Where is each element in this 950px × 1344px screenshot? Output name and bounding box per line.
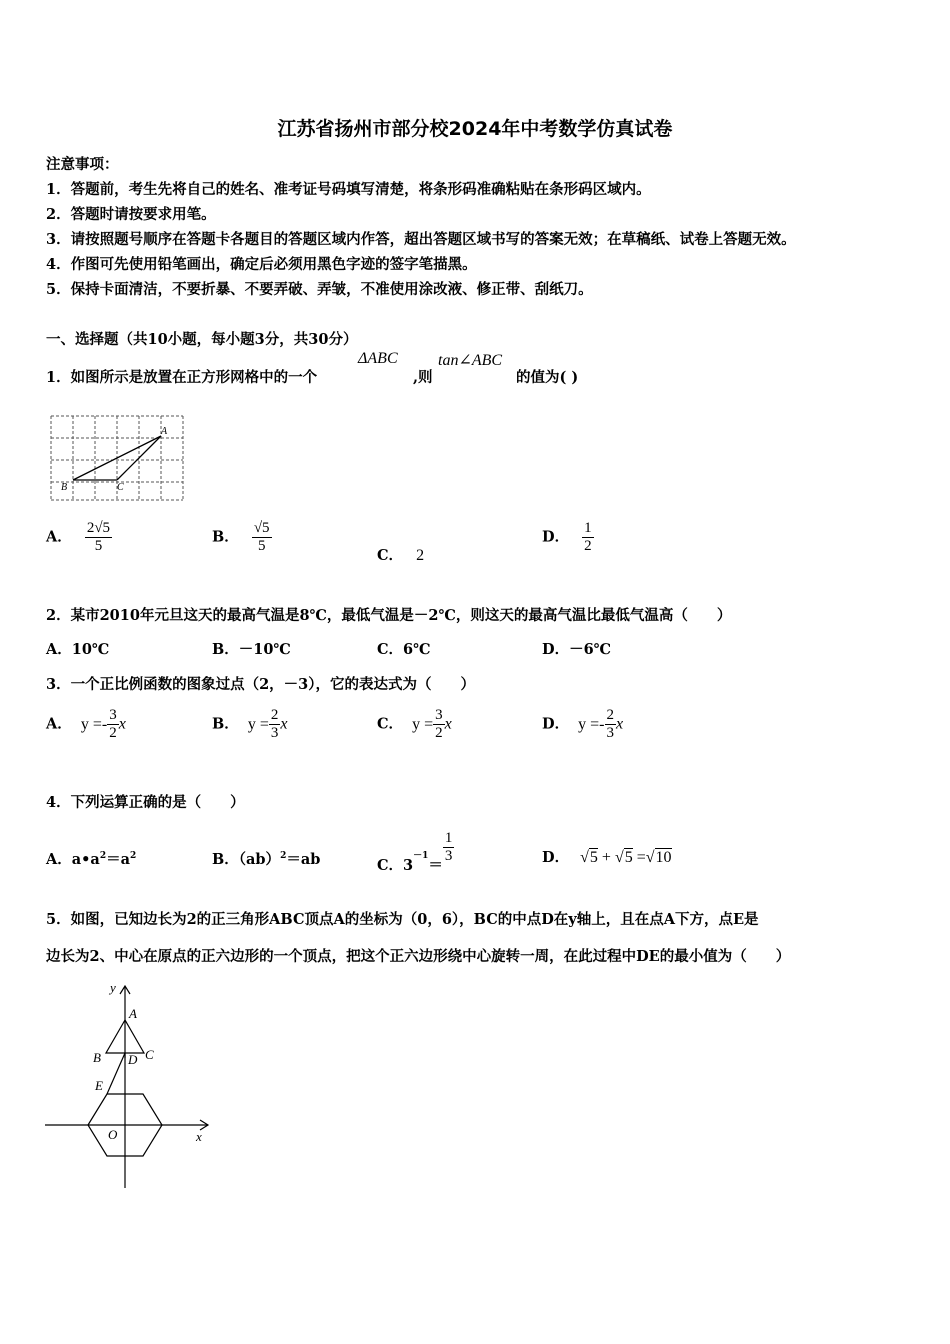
q2-option-d[interactable]: D．－6℃ [542,641,612,658]
q5-label-a: A [129,1006,137,1021]
radicand: 5 [624,849,633,866]
expression: （ab） [238,851,281,868]
variable: x [118,715,126,733]
q1-option-b[interactable] [212,520,272,555]
q5-label-b: B [93,1050,101,1065]
option-letter: D． [542,715,570,733]
q3-option-d[interactable] [542,707,623,742]
q5-label-y: y [110,980,116,995]
fraction [433,707,445,742]
expression-lhs: y =- [578,715,605,733]
q1-stem-post: 的值为( ) [516,369,579,386]
option-letter: A． [46,715,72,733]
notice-item: 3．请按照题号顺序在答题卡各题目的答题区域内作答，超出答题区域书写的答案无效；在草稿纸、试卷上答题无效。 [46,231,796,248]
q1-label-c: C [117,482,124,493]
q1-label-b: B [61,482,68,493]
notice-item: 4．作图可先使用铅笔画出，确定后必须用黑色字迹的签字笔描黑。 [46,256,477,273]
q1-triangle-symbol: ΔABC [358,350,398,367]
fraction-denominator: 3 [606,725,614,741]
q5-label-x: x [196,1129,202,1144]
fraction-denominator: 3 [444,848,453,864]
option-letter: A． [46,528,72,546]
q1-stem-pre: 1．如图所示是放置在正方形网格中的一个 [46,369,318,386]
expression-lhs: y = [247,715,269,733]
page-title: 江苏省扬州市部分校2024年中考数学仿真试卷 [277,118,673,140]
q5-label-o: O [108,1127,118,1142]
notice-heading: 注意事项： [46,156,119,173]
q5-label-d: D [128,1052,138,1067]
q3-option-c[interactable] [377,707,452,742]
fraction-numerator: 2 [270,707,279,723]
exponent: －1 [413,850,429,861]
option-letter: D． [542,849,570,866]
fraction [107,707,119,742]
fraction-numerator: 1 [584,520,592,536]
fraction [85,520,112,555]
q3-stem: 3．一个正比例函数的图象过点（2，－3），它的表达式为（ ） [46,676,476,693]
fraction [605,707,617,742]
equals-sign: ＝ [428,856,443,874]
fraction-numerator: √5 [253,520,270,536]
fraction-numerator: 2 [606,707,614,723]
fraction-denominator: 2 [109,725,117,741]
fraction-numerator: 3 [435,707,443,723]
option-letter: C． [377,856,404,874]
q3-option-a[interactable] [46,707,126,742]
expression-rhs: ＝ab [286,851,321,868]
option-letter: B． [212,715,239,733]
fraction [252,520,272,555]
q5-stem-line2: 边长为2、中心在原点的正六边形的一个顶点，把这个正六边形绕中心旋转一周，在此过程中DE的最小值为（ ） [46,948,791,965]
fraction [443,830,455,865]
variable: x [616,715,624,733]
fraction-denominator: 5 [94,538,103,554]
option-letter: A． [46,851,72,868]
q5-label-c: C [145,1047,154,1062]
fraction [269,707,281,742]
exponent: 2 [280,851,287,862]
q1-option-a[interactable] [46,520,112,555]
q2-option-a[interactable]: A．10℃ [46,641,110,658]
q1-label-a: A [161,426,168,437]
q1-grid-figure [46,410,188,506]
fraction [582,520,594,555]
radicand: 10 [655,849,672,866]
option-value: 2 [416,547,425,564]
fraction-numerator: 2√5 [86,520,111,536]
q1-tan-expression: tan∠ABC [438,352,503,369]
expression: a•a [71,851,100,868]
q4-option-a[interactable] [46,848,136,869]
expression: √5 + √5 =√10 [580,849,672,866]
expression-rhs: ＝a [106,851,130,868]
q1-stem-mid: ,则 [413,369,433,386]
option-letter: C． [377,715,404,733]
q3-option-b[interactable] [212,707,287,742]
exponent: 2 [130,851,137,862]
fraction-denominator: 2 [435,725,443,741]
q2-option-c[interactable]: C．6℃ [377,641,431,658]
radicand: 5 [589,849,598,866]
q1-option-c[interactable] [377,544,424,565]
section-heading: 一、选择题（共10小题，每小题3分，共30分） [46,331,358,348]
option-letter: B． [212,528,239,546]
notice-item: 5．保持卡面清洁，不要折暴、不要弄破、弄皱，不准使用涂改液、修正带、刮纸刀。 [46,281,593,298]
q4-option-c[interactable] [377,822,454,874]
expression-lhs: y =- [80,715,108,733]
variable: x [444,715,452,733]
q5-label-e: E [95,1078,103,1093]
exponent: 2 [99,851,107,862]
notice-item: 1．答题前，考生先将自己的姓名、准考证号码填写清楚，将条形码准确粘贴在条形码区域内。 [46,181,651,198]
q2-stem: 2．某市2010年元旦这天的最高气温是8℃，最低气温是－2℃，则这天的最高气温比最低气温高（ ） [46,607,732,624]
expression: 3 [403,856,414,874]
fraction-numerator: 1 [444,830,453,846]
equals-sign: = [636,849,646,866]
q4-option-b[interactable] [212,848,320,869]
fraction-numerator: 3 [109,707,117,723]
option-letter: C． [377,547,404,564]
q5-coordinate-figure [40,978,220,1193]
plus-sign: + [601,849,611,866]
q1-option-d[interactable] [542,520,594,555]
option-letter: B． [212,851,239,868]
q4-option-d[interactable] [542,846,672,867]
q4-stem: 4．下列运算正确的是（ ） [46,794,245,811]
variable: x [280,715,288,733]
q5-stem-line1: 5．如图，已知边长为2的正三角形ABC顶点A的坐标为（0，6），BC的中点D在y轴上，且在点A下方，点E是 [46,911,759,928]
expression-lhs: y = [412,715,434,733]
q2-option-b[interactable]: B．－10℃ [212,641,291,658]
fraction-denominator: 2 [584,538,592,554]
fraction-denominator: 3 [270,725,279,741]
notice-item: 2．答题时请按要求用笔。 [46,206,216,223]
option-letter: D． [542,528,570,546]
fraction-denominator: 5 [257,538,266,554]
